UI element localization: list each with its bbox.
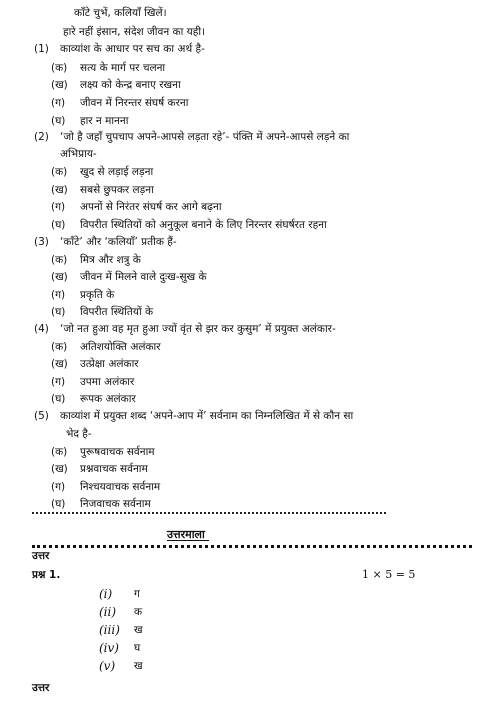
option-text: प्रश्नवाचक सर्वनाम [80,463,148,475]
answer-heading: उत्तरमाला [167,528,205,541]
option-text: सबसे छुपकर लड़ना [80,184,154,196]
option-text: उत्प्रेक्षा अलंकार [80,358,139,370]
question-number: (2) [34,131,49,143]
option-text: विपरीत स्थितियों के [80,306,154,318]
option-text: जीवन में निरन्तर संघर्ष करना [80,97,189,109]
dotted-divider [32,545,472,548]
question-text: ‘काँटे’ और ‘कलियाँ’ प्रतीक हैं- [60,236,177,248]
option-text: अतिशयोक्ति अलंकार [80,341,161,353]
option-label: (ग) [51,97,66,109]
question-text: ‘जो नत हुआ वह मृत हुआ ज्यों वृंत से झर कर कुसुम’ में प्रयुक्त अलंकार- [60,323,336,335]
option-label: (क) [51,254,68,266]
question-number: (4) [34,323,49,335]
option-label: (ग) [51,289,66,301]
option-label: (घ) [51,393,66,405]
option-text: अपनों से निरंतर संघर्ष कर आगे बढ़ना [80,201,222,213]
option-text: जीवन में मिलने वाले दुःख-सुख के [80,271,207,283]
option-text: हार न मानना [80,115,129,127]
heading-underline [167,540,209,541]
option-text: पुरूषवाचक सर्वनाम [80,446,155,458]
option-label: (क) [51,62,68,74]
star-divider [32,512,386,518]
option-text: मित्र और शत्रु के [80,254,141,266]
option-text: लक्ष्य को केन्द्र बनाए रखना [80,79,181,91]
option-text: निजवाचक सर्वनाम [80,498,151,510]
poem-line-1: काँटे चुभें, कलियाँ खिलें। [74,7,167,19]
uttar-label: उत्तर [32,550,50,562]
answer-roman: (iii) [99,623,120,637]
question-label: प्रश्न 1. [32,569,61,581]
marks-text: 1 × 5 = 5 [362,568,416,581]
option-label: (क) [51,446,68,458]
option-label: (ग) [51,201,66,213]
answer-roman: (ii) [99,605,117,619]
question-text-cont: भेद है- [66,428,92,440]
option-label: (घ) [51,306,66,318]
answer-roman: (iv) [99,641,119,655]
option-text: रूपक अलंकार [80,393,136,405]
option-label: (ख) [51,271,68,283]
option-label: (ख) [51,358,68,370]
option-label: (क) [51,341,68,353]
option-label: (क) [51,166,68,178]
answer-letter: क [134,606,143,618]
question-number: (1) [34,43,49,55]
option-text: खुद से लड़ाई लड़ना [80,166,154,178]
option-label: (ग) [51,376,66,388]
answer-roman: (v) [99,659,116,673]
answer-roman: (i) [99,587,113,601]
question-text: काव्यांश में प्रयुक्त शब्द ‘अपने-आप में’ सर्वनाम का निम्नलिखित में से कौन सा [60,410,354,422]
uttar-label-2: उत्तर [32,682,50,694]
option-label: (घ) [51,498,66,510]
option-label: (ख) [51,463,68,475]
answer-letter: ग [134,588,140,600]
question-number: (5) [34,410,49,422]
option-label: (ख) [51,79,68,91]
option-label: (ग) [51,481,66,493]
option-text: निश्चयवाचक सर्वनाम [80,481,161,493]
question-number: (3) [34,236,49,248]
option-label: (ख) [51,184,68,196]
option-label: (घ) [51,219,66,231]
option-text: उपमा अलंकार [80,376,135,388]
question-text: ‘जो है जहाँ चुपचाप अपने-आपसे लड़ता रहे’- पंक्ति में अपने-आपसे लड़ने का [60,131,350,143]
option-text: सत्य के मार्ग पर चलना [80,62,166,74]
question-text-cont: अभिप्राय- [60,148,97,160]
answer-letter: ख [134,660,143,672]
question-text: काव्यांश के आधार पर सच का अर्थ है- [60,43,205,55]
option-text: विपरीत स्थितियों को अनुकूल बनाने के लिए निरन्तर संघर्षरत रहना [80,219,327,231]
answer-letter: घ [134,642,141,654]
option-text: प्रकृति के [80,289,115,301]
poem-line-2: हारे नहीं इंसान, संदेश जीवन का यही। [63,26,206,38]
option-label: (घ) [51,115,66,127]
answer-letter: ख [134,624,143,636]
